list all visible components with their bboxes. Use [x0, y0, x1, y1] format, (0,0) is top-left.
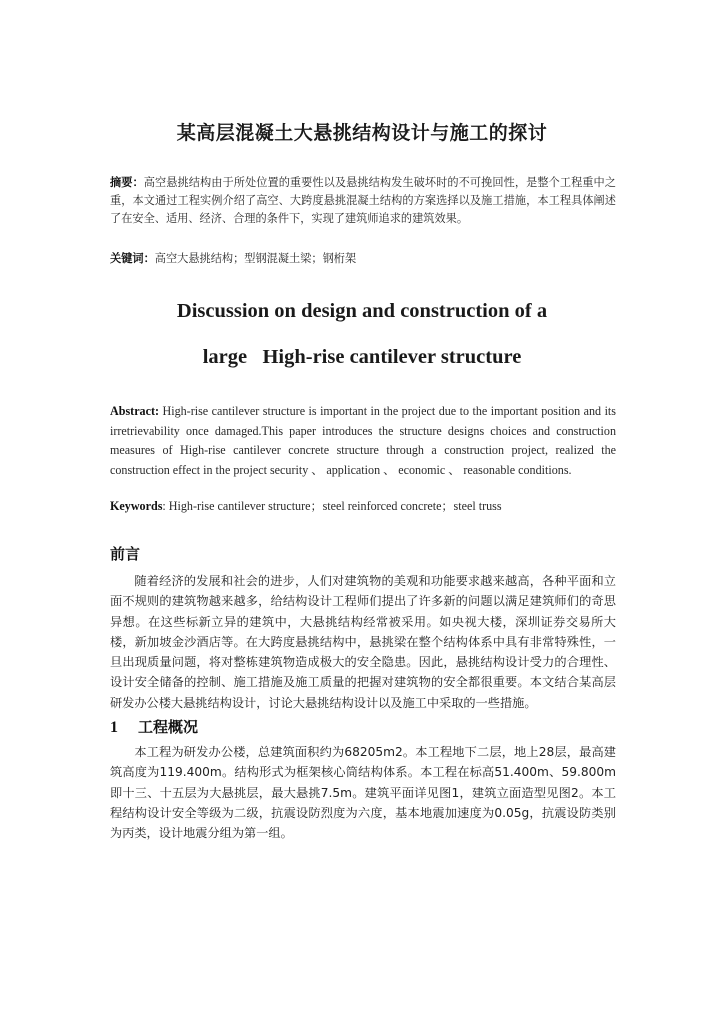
chinese-keywords-label: 关键词： — [110, 252, 155, 265]
english-title-line-2: large High-rise cantilever structure — [202, 346, 522, 368]
chinese-keywords — [110, 250, 616, 268]
section-1-title: 工程概况 — [138, 718, 199, 736]
section-1-body — [110, 742, 616, 843]
preface-paragraph: 随着经济的发展和社会的进步，人们对建筑物的美观和功能要求越来越高，各种平面和立面不规则的建筑物越来越多，给结构设计工程师们提出了许多新的问题以满足建筑师们的奇思异想。在这些标新立异的建筑中，大悬挑结构经常被采用。如央视大楼，深圳证券交易所大楼，新加坡金沙酒店等。在大跨度悬挑结构中，悬挑梁在整个结构体系中具有非常特殊性，一旦出现质量问题，将对整栋建筑物造成极大的安全隐患。因此，悬挑结构设计受力的合理性、设计安全储备的控制、施工措施及施工质量的把握对建筑物的安全都很重要。本文结合某高层研发办公楼大悬挑结构设计，讨论大悬挑结构设计以及施工中采取的一些措施。 — [110, 574, 616, 710]
english-abstract-label: Abstract: — [110, 404, 160, 418]
english-abstract — [110, 402, 616, 480]
section-1-heading — [110, 716, 198, 737]
english-keywords-text: : High-rise cantilever structure；steel reinforced concrete；steel truss — [162, 499, 502, 513]
section-1-paragraph: 本工程为研发办公楼，总建筑面积约为68205m2。本工程地下二层，地上28层，最高建筑高度为119.400m。结构形式为框架核心筒结构体系。本工程在标高51.400m、59.800m即十三、十五层为大悬挑层，最大悬挑7.5m。建筑平面详见图1，建筑立面造型见图2。本工程结构设计安全等级为二级，抗震设防烈度为六度，基本地震加速度为0.05g，抗震设防类别为丙类，设计地震分组为第一组。 — [110, 745, 616, 841]
english-keywords-label: Keywords — [110, 499, 163, 513]
chinese-abstract-text: 高空悬挑结构由于所处位置的重要性以及悬挑结构发生破坏时的不可挽回性，是整个工程重中之重，本文通过工程实例介绍了高空、大跨度悬挑混凝土结构的方案选择以及施工措施，本工程具体阐述了在安全、适用、经济、合理的条件下，实现了建筑师追求的建筑效果。 — [110, 176, 616, 225]
section-1-number: 1 — [110, 719, 118, 736]
chinese-abstract-label: 摘要： — [110, 176, 144, 189]
chinese-title: 某高层混凝土大悬挑结构设计与施工的探讨 — [176, 122, 548, 144]
chinese-keywords-text: 高空大悬挑结构；型钢混凝土梁；钢桁架 — [154, 252, 357, 265]
preface-heading: 前言 — [110, 545, 141, 563]
english-keywords — [110, 497, 616, 517]
preface-body — [110, 571, 616, 713]
english-title-line-1: Discussion on design and construction of a — [176, 300, 548, 322]
chinese-abstract — [110, 174, 616, 228]
english-abstract-text: High-rise cantilever structure is important in the project due to the important position and its irretrievability once damaged.This paper introduces the structure designs choices and construction measures of High-rise cantilever concrete structure through a construction project, realized the construction effect in the project security 、 application 、 economic 、 reasonable conditions. — [110, 404, 616, 477]
